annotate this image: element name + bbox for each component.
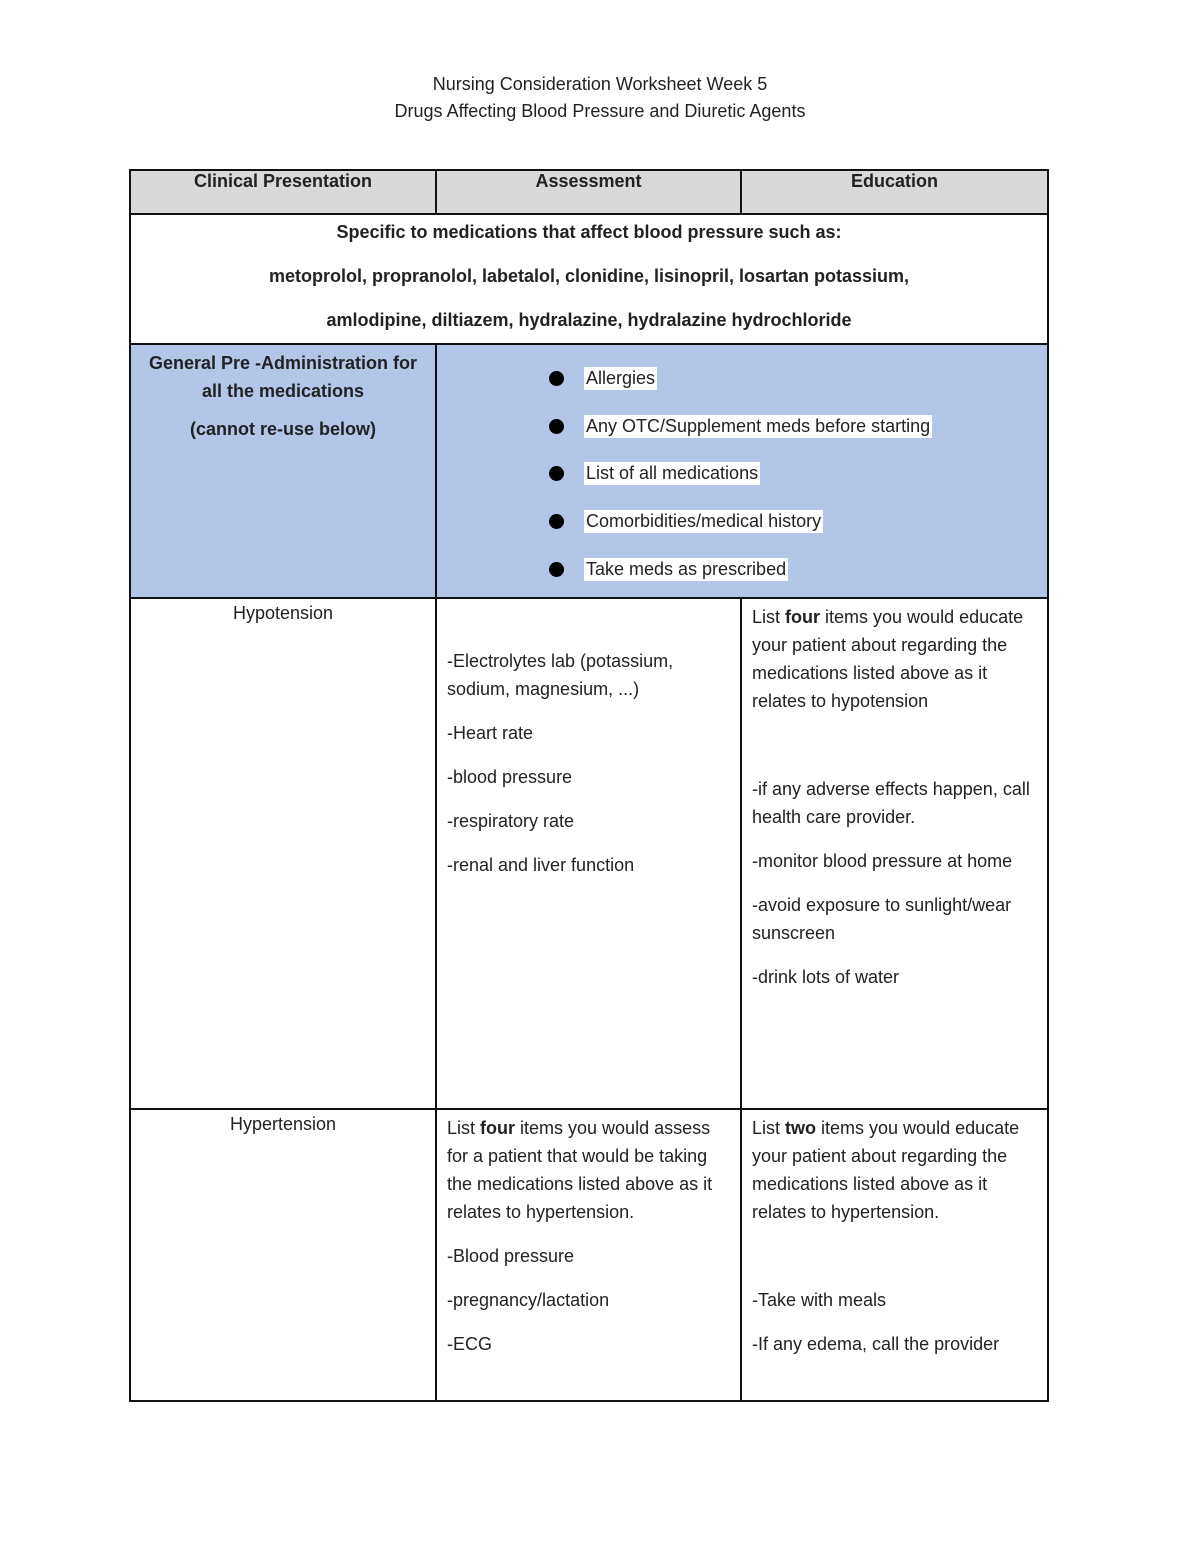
- general-pre-admin-list-cell: [436, 344, 1048, 598]
- hypotension-education-item: -drink lots of water: [752, 967, 900, 987]
- worksheet-table: [129, 169, 1049, 1402]
- worksheet-title: Nursing Consideration Worksheet Week 5: [432, 74, 768, 94]
- hypotension-education-item: -avoid exposure to sunlight/wear sunscreen: [752, 895, 1012, 943]
- general-pre-admin-list: [437, 345, 1047, 593]
- hypotension-education-item: -if any adverse effects happen, call health care provider.: [752, 779, 1030, 827]
- hypertension-label: Hypertension: [130, 1109, 436, 1401]
- hypertension-assessment-item: -Blood pressure: [447, 1246, 575, 1266]
- hypotension-education-prompt: List four items you would educate your patient about regarding the medications listed above as it relates to hypotension: [752, 607, 1024, 711]
- hypotension-assessment-item: -renal and liver function: [447, 855, 635, 875]
- general-pre-admin-row: [130, 344, 1048, 598]
- hypertension-education-item: -Take with meals: [752, 1290, 887, 1310]
- header-education: Education: [741, 170, 1048, 214]
- list-item-text: Any OTC/Supplement meds before starting: [586, 415, 931, 436]
- hypertension-assessment-item: -pregnancy/lactation: [447, 1290, 610, 1310]
- list-item: [549, 545, 1047, 593]
- hypertension-assessment-item: -ECG: [447, 1334, 492, 1354]
- list-item: [549, 403, 1047, 451]
- general-pre-admin-label-cell: [130, 344, 436, 598]
- bullet-icon: [549, 466, 564, 481]
- hypotension-assessment-item: -blood pressure: [447, 767, 573, 787]
- specific-medications-row: [130, 214, 1048, 344]
- list-item-text: Allergies: [586, 368, 656, 389]
- worksheet-subtitle: Drugs Affecting Blood Pressure and Diuretic Agents: [394, 101, 806, 121]
- list-item-text: Comorbidities/medical history: [586, 511, 822, 532]
- hypotension-assessment-item: -respiratory rate: [447, 811, 575, 831]
- header-clinical-presentation: Clinical Presentation: [130, 170, 436, 214]
- list-item: [549, 498, 1047, 546]
- hypertension-education-item: -If any edema, call the provider: [752, 1334, 1000, 1354]
- header-assessment: Assessment: [436, 170, 741, 214]
- hypotension-assessment-cell: [436, 598, 741, 1109]
- general-pre-admin-sublabel: (cannot re-use below): [189, 419, 377, 439]
- medication-list-line2: amlodipine, diltiazem, hydralazine, hydralazine hydrochloride: [326, 310, 852, 330]
- hypertension-education-prompt: List two items you would educate your patient about regarding the medications listed above as it relates to hypertension.: [752, 1118, 1020, 1222]
- list-item: [549, 450, 1047, 498]
- list-item-text: List of all medications: [586, 463, 759, 484]
- bullet-icon: [549, 419, 564, 434]
- hypotension-label: Hypotension: [130, 598, 436, 1109]
- bullet-icon: [549, 562, 564, 577]
- bullet-icon: [549, 514, 564, 529]
- hypertension-assessment-prompt: List four items you would assess for a patient that would be taking the medications listed above as it relates to hypertension.: [447, 1118, 713, 1222]
- hypotension-education-item: -monitor blood pressure at home: [752, 851, 1013, 871]
- hypertension-row: [130, 1109, 1048, 1401]
- hypotension-row: [130, 598, 1048, 1109]
- header-row: [130, 170, 1048, 214]
- list-item: [549, 355, 1047, 403]
- hypotension-assessment-item: -Heart rate: [447, 723, 534, 743]
- hypertension-assessment-cell: [436, 1109, 741, 1401]
- list-item-text: Take meds as prescribed: [586, 558, 787, 579]
- hypertension-education-cell: [741, 1109, 1048, 1401]
- general-pre-admin-label: General Pre -Administration for all the medications: [148, 353, 418, 401]
- hypotension-education-cell: [741, 598, 1048, 1109]
- specific-intro: Specific to medications that affect blood pressure such as:: [336, 222, 842, 242]
- specific-medications-cell: [130, 214, 1048, 344]
- medication-list-line1: metoprolol, propranolol, labetalol, clonidine, lisinopril, losartan potassium,: [268, 266, 910, 286]
- bullet-icon: [549, 371, 564, 386]
- hypotension-assessment-item: -Electrolytes lab (potassium, sodium, magnesium, ...): [447, 651, 674, 699]
